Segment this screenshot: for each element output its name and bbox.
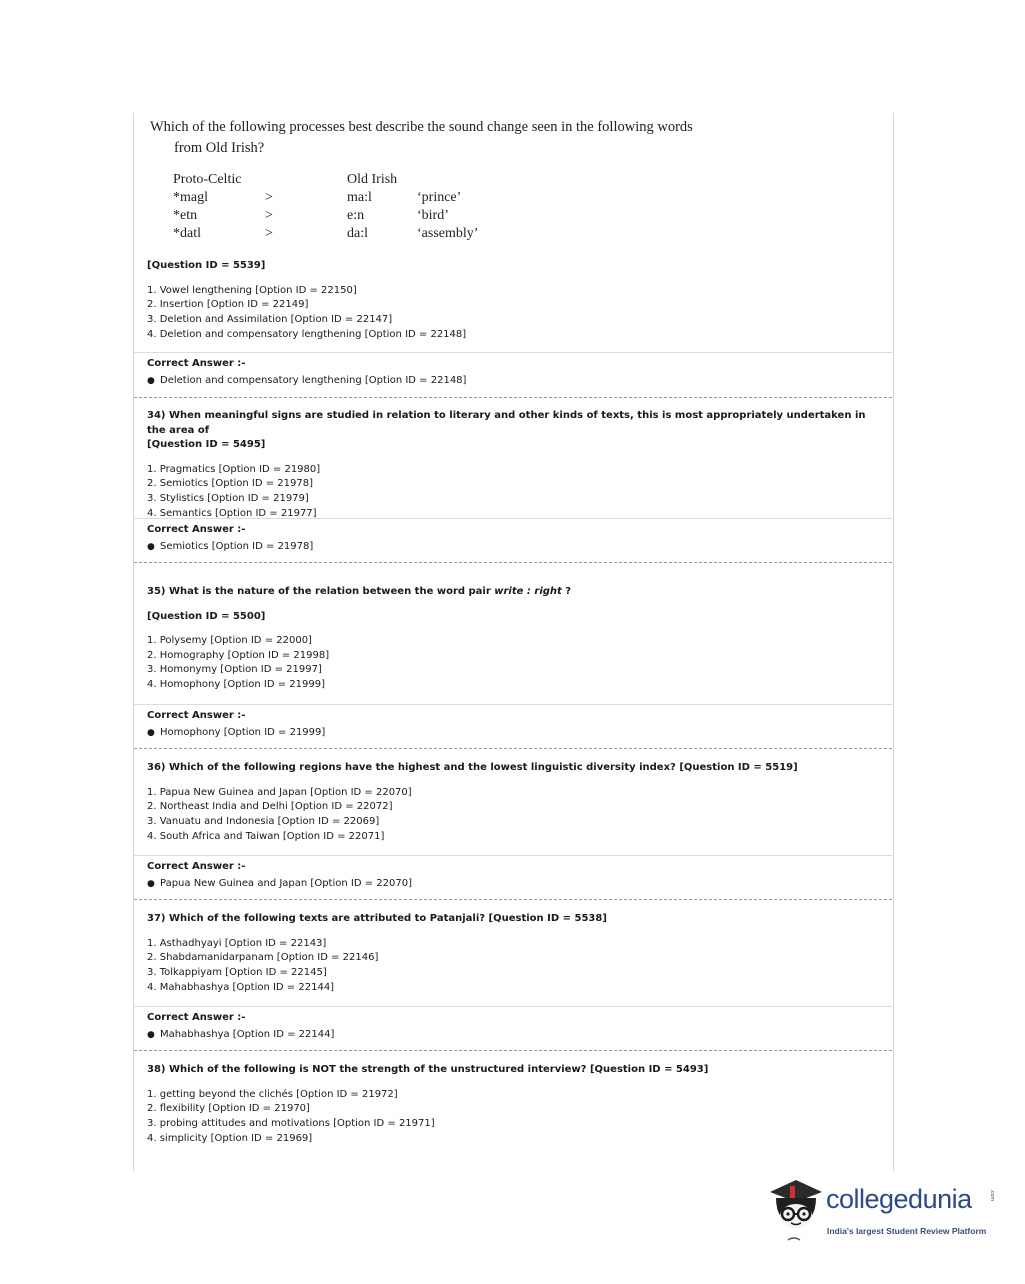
header-proto-celtic: Proto-Celtic <box>173 172 242 187</box>
question-37 <box>147 912 887 995</box>
word-gloss: ‘bird’ <box>417 208 449 223</box>
question-35 <box>147 585 887 693</box>
option-item: 3. Tolkappiyam [Option ID = 22145] <box>147 966 327 978</box>
header-old-irish: Old Irish <box>347 172 398 187</box>
word-pair: write : right <box>494 586 562 597</box>
option-item: 1. Pragmatics [Option ID = 21980] <box>147 463 321 475</box>
bullet-icon: ● <box>147 727 155 738</box>
question-title-text: 35) What is the nature of the relation between the word pair <box>147 586 495 597</box>
option-item: 1. Papua New Guinea and Japan [Option ID = 22070] <box>147 786 412 798</box>
question-divider <box>134 1050 892 1051</box>
correct-answer-label: Correct Answer :- <box>147 358 246 369</box>
table-row <box>173 189 537 207</box>
change-arrow: > <box>265 190 273 205</box>
option-item: 4. Homophony [Option ID = 21999] <box>147 679 326 691</box>
proto-celtic-word: *datl <box>173 226 201 241</box>
question-divider <box>134 748 892 749</box>
question-divider <box>134 562 892 563</box>
question-33-line2: from Old Irish? <box>174 140 265 156</box>
change-arrow: > <box>265 226 273 241</box>
question-id: [Question ID = 5539] <box>147 260 266 271</box>
option-list <box>147 463 887 522</box>
correct-answer-value: Semiotics [Option ID = 21978] <box>160 540 314 552</box>
graduate-mascot-icon <box>766 1178 824 1244</box>
option-item: 2. Shabdamanidarpanam [Option ID = 22146] <box>147 952 379 964</box>
question-38 <box>147 1063 887 1146</box>
correct-answer-label: Correct Answer :- <box>147 861 246 872</box>
question-title: 38) Which of the following is NOT the strength of the unstructured interview? [Question ID = 5493] <box>147 1064 709 1075</box>
option-item: 2. Northeast India and Delhi [Option ID = 22072] <box>147 801 393 813</box>
option-item: 4. Deletion and compensatory lengthening [Option ID = 22148] <box>147 328 467 340</box>
table-row <box>173 207 537 225</box>
question-title: 34) When meaningful signs are studied in relation to literary and other kinds of texts, this is most appropriately undertaken in the area of <box>147 410 866 436</box>
word-gloss: ‘assembly’ <box>417 226 479 241</box>
question-34 <box>147 409 887 521</box>
divider <box>134 855 892 856</box>
option-item: 1. Asthadhyayi [Option ID = 22143] <box>147 937 327 949</box>
exam-page-frame <box>133 113 894 1171</box>
correct-answer-label: Correct Answer :- <box>147 524 246 535</box>
correct-answer-33 <box>147 357 887 388</box>
bullet-icon: ● <box>147 375 155 386</box>
option-item: 3. Deletion and Assimilation [Option ID = 22147] <box>147 313 393 325</box>
option-item: 1. Vowel lengthening [Option ID = 22150] <box>147 284 357 296</box>
correct-answer-34 <box>147 523 887 554</box>
option-list <box>147 634 887 693</box>
option-item: 2. Homography [Option ID = 21998] <box>147 649 330 661</box>
question-id: [Question ID = 5495] <box>147 439 266 450</box>
table-row <box>173 225 537 243</box>
correct-answer-37 <box>147 1011 887 1042</box>
correct-answer-value: Homophony [Option ID = 21999] <box>160 726 326 738</box>
proto-celtic-word: *magl <box>173 190 208 205</box>
question-36 <box>147 761 887 844</box>
correct-answer-35 <box>147 709 887 740</box>
logo-domain: .com <box>989 1189 995 1202</box>
correct-answer-label: Correct Answer :- <box>147 1012 246 1023</box>
option-list <box>147 1088 887 1147</box>
question-title: 36) Which of the following regions have the highest and the lowest linguistic diversity index? [Question ID = 5519] <box>147 762 798 773</box>
bullet-icon: ● <box>147 541 155 552</box>
question-divider <box>134 899 892 900</box>
option-item: 2. Semiotics [Option ID = 21978] <box>147 478 313 490</box>
question-33-details <box>147 259 887 342</box>
old-irish-word: da:l <box>347 226 368 241</box>
option-item: 2. Insertion [Option ID = 22149] <box>147 299 309 311</box>
divider <box>134 352 892 353</box>
old-irish-word: ma:l <box>347 190 372 205</box>
question-33-text <box>150 117 890 159</box>
option-item: 3. probing attitudes and motivations [Option ID = 21971] <box>147 1117 435 1129</box>
option-item: 3. Homonymy [Option ID = 21997] <box>147 664 322 676</box>
sound-change-table <box>173 171 537 243</box>
option-item: 4. Mahabhashya [Option ID = 22144] <box>147 981 335 993</box>
correct-answer-36 <box>147 860 887 891</box>
word-gloss: ‘prince’ <box>417 190 462 205</box>
option-item: 3. Vanuatu and Indonesia [Option ID = 22069] <box>147 815 380 827</box>
collegedunia-logo[interactable] <box>766 1178 996 1248</box>
option-list <box>147 937 887 996</box>
option-item: 4. South Africa and Taiwan [Option ID = 22071] <box>147 830 385 842</box>
option-item: 3. Stylistics [Option ID = 21979] <box>147 492 309 504</box>
divider <box>134 704 892 705</box>
bullet-icon: ● <box>147 878 155 889</box>
divider <box>134 1006 892 1007</box>
logo-wordmark: collegedunia <box>826 1184 972 1214</box>
change-arrow: > <box>265 208 273 223</box>
option-item: 4. simplicity [Option ID = 21969] <box>147 1132 313 1144</box>
question-divider <box>134 397 892 398</box>
correct-answer-value: Mahabhashya [Option ID = 22144] <box>160 1028 335 1040</box>
logo-tagline: India's largest Student Review Platform <box>827 1226 987 1236</box>
option-item: 1. Polysemy [Option ID = 22000] <box>147 635 312 646</box>
option-item: 2. flexibility [Option ID = 21970] <box>147 1103 310 1115</box>
option-list <box>147 284 887 343</box>
option-item: 1. getting beyond the clichés [Option ID = 21972] <box>147 1088 398 1100</box>
question-title <box>147 585 887 600</box>
question-id: [Question ID = 5500] <box>147 610 266 622</box>
question-title-end: ? <box>561 586 572 597</box>
correct-answer-label: Correct Answer :- <box>147 710 246 721</box>
correct-answer-value: Deletion and compensatory lengthening [Option ID = 22148] <box>160 374 467 386</box>
correct-answer-value: Papua New Guinea and Japan [Option ID = 22070] <box>160 877 412 889</box>
divider <box>134 518 892 519</box>
question-title: 37) Which of the following texts are attributed to Patanjali? [Question ID = 5538] <box>147 913 607 924</box>
bullet-icon: ● <box>147 1029 155 1040</box>
option-item: 4. Semantics [Option ID = 21977] <box>147 507 317 519</box>
option-list <box>147 786 887 845</box>
proto-celtic-word: *etn <box>173 208 198 223</box>
question-33-line1: Which of the following processes best describe the sound change seen in the following words <box>150 119 693 135</box>
old-irish-word: e:n <box>347 208 365 223</box>
